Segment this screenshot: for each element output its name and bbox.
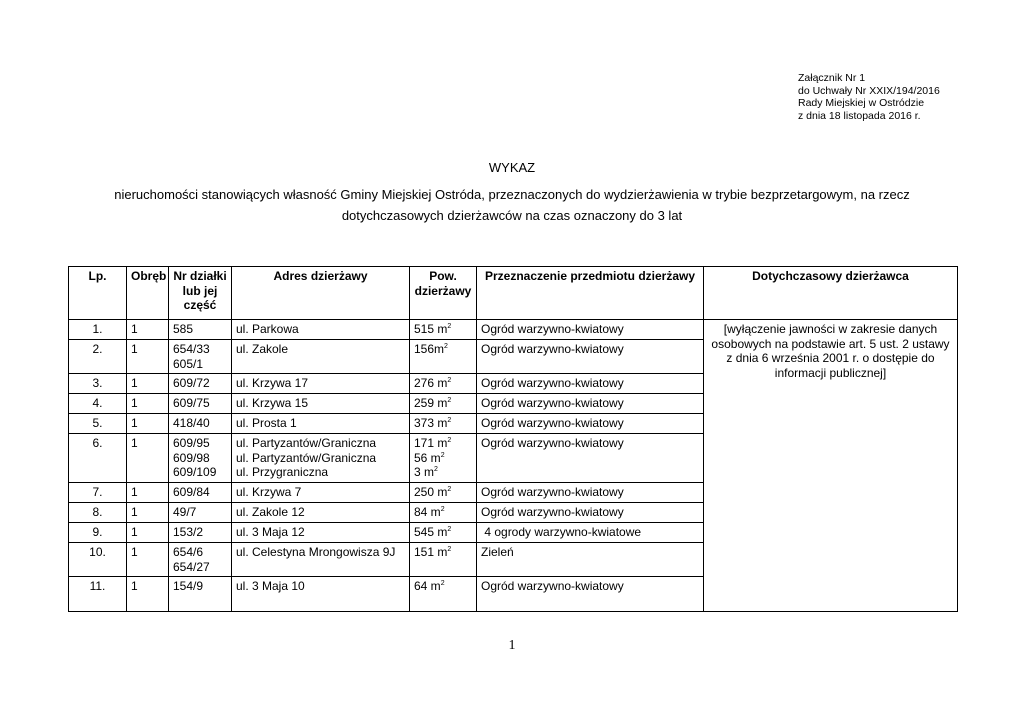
cell-pow	[410, 394, 477, 414]
area-unit-exponent: 2	[447, 417, 452, 425]
cell-nr-dzialki	[169, 374, 232, 394]
header-pow-line: Pow.	[429, 269, 457, 283]
area-number: 56 m	[414, 450, 441, 465]
cell-lp: 10.	[69, 542, 127, 576]
parcel-number: 609/84	[173, 484, 210, 499]
area-unit-exponent: 2	[444, 343, 448, 350]
cell-przeznaczenie: Ogród warzywno-kwiatowy	[477, 374, 704, 394]
parcel-number: 654/33	[173, 342, 210, 356]
cell-przeznaczenie: 4 ogrody warzywno-kwiatowe	[477, 522, 704, 542]
cell-pow	[410, 542, 477, 576]
header-dzierzawca: Dotychczasowy dzierżawca	[704, 267, 958, 320]
cell-obreb: 1	[127, 522, 169, 542]
cell-obreb: 1	[127, 482, 169, 502]
address-line: ul. Krzywa 17	[236, 376, 309, 391]
area-unit-exponent: 2	[447, 397, 452, 405]
cell-obreb: 1	[127, 394, 169, 414]
cell-lp: 7.	[69, 482, 127, 502]
parcel-number: 609/72	[173, 376, 210, 391]
area-unit-exponent: 2	[440, 451, 445, 459]
address-line: ul. Krzywa 15	[236, 396, 309, 411]
parcel-number: 609/75	[173, 396, 210, 411]
annex-note	[798, 72, 940, 122]
area-value	[414, 525, 472, 540]
cell-pow	[410, 374, 477, 394]
address-line: ul. Partyzantów/Graniczna	[236, 450, 377, 465]
cell-adres	[232, 502, 410, 522]
page-number: 1	[508, 638, 516, 653]
address-line: ul. 3 Maja 10	[236, 579, 305, 594]
area-unit-exponent: 2	[447, 545, 452, 553]
area-number: 3 m	[414, 465, 435, 480]
parcel-number: 654/6	[173, 544, 204, 559]
header-pow-line: dzierżawy	[414, 283, 472, 298]
area-unit-exponent: 2	[447, 525, 452, 533]
cell-przeznaczenie: Ogród warzywno-kwiatowy	[477, 320, 704, 340]
cell-lp: 6.	[69, 434, 127, 483]
area-unit-exponent: 2	[447, 377, 452, 385]
area-value	[414, 322, 472, 337]
cell-przeznaczenie: Ogród warzywno-kwiatowy	[477, 502, 704, 522]
area-number: 64 m	[414, 579, 441, 594]
cell-przeznaczenie: Ogród warzywno-kwiatowy	[477, 434, 704, 483]
area-unit-exponent: 2	[447, 485, 452, 493]
title-line-2: dotychczasowych dzierżawców na czas oznaczony do 3 lat	[341, 208, 683, 223]
document-title	[0, 157, 1024, 226]
cell-adres	[232, 482, 410, 502]
address-line: ul. Zakole 12	[236, 504, 305, 519]
area-value	[414, 451, 472, 466]
cell-adres	[232, 522, 410, 542]
area-value	[414, 376, 472, 391]
cell-lp: 8.	[69, 502, 127, 522]
header-nr-dzialki-line: część	[183, 298, 217, 313]
area-value	[414, 342, 472, 357]
cell-adres	[232, 394, 410, 414]
cell-pow	[410, 340, 477, 374]
cell-adres	[232, 434, 410, 483]
parcel-number: 609/98	[173, 450, 210, 465]
area-number: 156m	[414, 342, 445, 356]
cell-przeznaczenie: Ogród warzywno-kwiatowy	[477, 340, 704, 374]
cell-obreb: 1	[127, 320, 169, 340]
cell-pow	[410, 414, 477, 434]
parcel-number: 49/7	[173, 504, 197, 519]
cell-nr-dzialki	[169, 414, 232, 434]
parcel-number: 609/109	[173, 465, 217, 480]
address-line: ul. Przygraniczna	[236, 465, 329, 480]
cell-adres	[232, 340, 410, 374]
cell-obreb: 1	[127, 374, 169, 394]
cell-nr-dzialki	[169, 320, 232, 340]
cell-przeznaczenie: Zieleń	[477, 542, 704, 576]
header-przeznaczenie: Przeznaczenie przedmiotu dzierżawy	[477, 267, 704, 320]
header-adres: Adres dzierżawy	[232, 267, 410, 320]
area-unit-exponent: 2	[447, 437, 452, 445]
annex-line-1: Załącznik Nr 1	[798, 72, 866, 84]
header-nr-dzialki-line: Nr działki	[173, 269, 227, 283]
parcel-number: 154/9	[173, 579, 204, 594]
cell-przeznaczenie: Ogród warzywno-kwiatowy	[477, 394, 704, 414]
area-number: 545 m	[414, 524, 448, 539]
address-line: ul. Krzywa 7	[236, 484, 302, 499]
header-pow	[410, 267, 477, 320]
cell-obreb: 1	[127, 414, 169, 434]
address-line: ul. 3 Maja 12	[236, 524, 305, 539]
cell-lp: 5.	[69, 414, 127, 434]
cell-lp: 3.	[69, 374, 127, 394]
cell-pow	[410, 577, 477, 612]
cell-pow	[410, 522, 477, 542]
cell-obreb: 1	[127, 542, 169, 576]
area-value	[414, 465, 472, 480]
cell-pow	[410, 502, 477, 522]
header-lp: Lp.	[69, 267, 127, 320]
address-line: ul. Parkowa	[236, 322, 299, 336]
cell-przeznaczenie: Ogród warzywno-kwiatowy	[477, 482, 704, 502]
cell-obreb: 1	[127, 340, 169, 374]
area-value	[414, 436, 472, 451]
area-value	[414, 416, 472, 431]
cell-nr-dzialki	[169, 394, 232, 414]
area-value	[414, 545, 472, 560]
area-value	[414, 505, 472, 520]
area-number: 151 m	[414, 544, 448, 559]
annex-line-4: z dnia 18 listopada 2016 r.	[798, 109, 921, 122]
cell-nr-dzialki	[169, 577, 232, 612]
cell-przeznaczenie: Ogród warzywno-kwiatowy	[477, 577, 704, 612]
table-row	[69, 320, 958, 340]
address-line: ul. Celestyna Mrongowisza 9J	[236, 544, 396, 559]
address-line: ul. Prosta 1	[236, 416, 297, 431]
parcel-number: 609/95	[173, 436, 210, 451]
cell-nr-dzialki	[169, 434, 232, 483]
cell-adres	[232, 577, 410, 612]
area-value	[414, 396, 472, 411]
cell-nr-dzialki	[169, 340, 232, 374]
cell-obreb: 1	[127, 577, 169, 612]
cell-adres	[232, 320, 410, 340]
cell-nr-dzialki	[169, 502, 232, 522]
address-line: ul. Zakole	[236, 342, 289, 356]
area-unit-exponent: 2	[447, 323, 452, 330]
annex-line-3: Rady Miejskiej w Ostródzie	[798, 97, 925, 110]
cell-przeznaczenie: Ogród warzywno-kwiatowy	[477, 414, 704, 434]
parcel-number: 585	[173, 322, 194, 336]
area-number: 171 m	[414, 436, 448, 451]
table-header-row	[69, 267, 958, 320]
cell-nr-dzialki	[169, 482, 232, 502]
parcel-number: 605/1	[173, 356, 204, 371]
header-nr-dzialki-line: lub jej	[182, 283, 218, 298]
lease-table	[68, 266, 958, 612]
title-main: WYKAZ	[488, 160, 536, 175]
cell-dzierzawca: [wyłączenie jawności w zakresie danych osobowych na podstawie art. 5 ust. 2 ustawy z dnia 6 września 2001 r. o dostępie do informacji publicznej]	[704, 320, 958, 612]
area-value	[414, 579, 472, 594]
area-number: 84 m	[414, 504, 441, 519]
parcel-number: 654/27	[173, 559, 210, 574]
cell-nr-dzialki	[169, 522, 232, 542]
cell-lp: 9.	[69, 522, 127, 542]
cell-adres	[232, 374, 410, 394]
cell-pow	[410, 482, 477, 502]
header-nr-dzialki	[169, 267, 232, 320]
cell-pow	[410, 320, 477, 340]
cell-nr-dzialki	[169, 542, 232, 576]
title-line-1: nieruchomości stanowiących własność Gminy Miejskiej Ostróda, przeznaczonych do wydzierżawienia w trybie bezprzetargowym, na rzecz	[114, 187, 910, 202]
parcel-number: 418/40	[173, 416, 210, 431]
parcel-number: 153/2	[173, 524, 204, 539]
cell-obreb: 1	[127, 502, 169, 522]
area-unit-exponent: 2	[440, 580, 445, 588]
table-body	[69, 320, 958, 612]
area-number: 259 m	[414, 396, 448, 411]
cell-lp: 4.	[69, 394, 127, 414]
cell-lp: 11.	[69, 577, 127, 612]
area-number: 373 m	[414, 416, 448, 431]
cell-obreb: 1	[127, 434, 169, 483]
area-number: 276 m	[414, 376, 448, 391]
area-unit-exponent: 2	[440, 505, 445, 513]
area-unit-exponent: 2	[434, 466, 438, 474]
area-number: 515 m	[414, 322, 448, 336]
address-line: ul. Partyzantów/Graniczna	[236, 436, 377, 451]
area-number: 250 m	[414, 484, 448, 499]
header-obreb: Obręb	[127, 267, 169, 320]
cell-lp: 2.	[69, 340, 127, 374]
area-value	[414, 485, 472, 500]
cell-adres	[232, 542, 410, 576]
cell-pow	[410, 434, 477, 483]
cell-lp: 1.	[69, 320, 127, 340]
cell-adres	[232, 414, 410, 434]
annex-line-2: do Uchwały Nr XXIX/194/2016	[798, 84, 940, 97]
